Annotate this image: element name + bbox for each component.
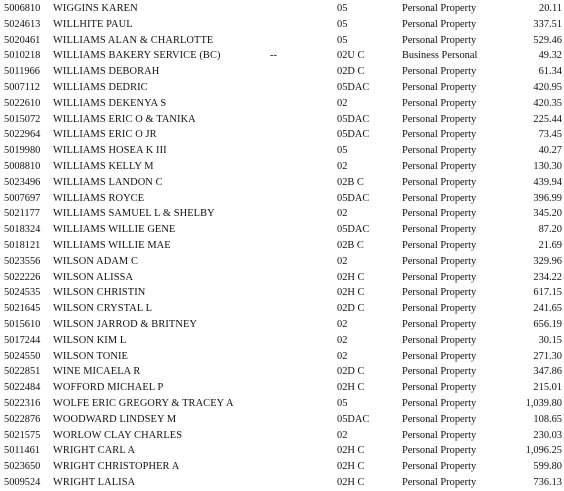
tax-amount: 420.35 [533,97,562,109]
owner-name: WILLIAMS ERIC O JR [53,129,157,141]
table-row [0,127,564,143]
tax-amount: 617.15 [533,287,562,299]
owner-name: WILSON JARROD & BRITNEY [53,318,198,330]
tax-amount: 21.69 [538,239,562,251]
table-row [0,175,564,191]
account-number: 5007697 [4,192,41,204]
table-row [0,443,564,459]
district-code: 05DAC [337,81,370,93]
owner-name: WILLIAMS HOSEA K III [53,145,167,157]
property-type: Personal Property [402,18,477,30]
district-code: 02 [337,255,348,267]
table-row [0,285,564,301]
property-type: Personal Property [402,129,477,141]
district-code: 02 [337,318,348,330]
tax-amount: 1,096.25 [525,445,562,457]
table-row [0,1,564,17]
table-row [0,333,564,349]
tax-amount: 656.19 [533,318,562,330]
tax-amount: 234.22 [533,271,562,283]
account-number: 5018324 [4,224,41,236]
property-type: Personal Property [402,271,477,283]
property-type: Personal Property [402,224,477,236]
tax-amount: 49.32 [538,50,562,62]
tax-listing [0,1,564,491]
tax-amount: 40.27 [538,145,562,157]
table-row [0,475,564,491]
owner-name: WRIGHT CHRISTOPHER A [53,461,180,473]
district-code: 02D C [337,66,365,78]
owner-name: WILLIAMS SAMUEL L & SHELBY [53,208,215,220]
district-code: 05 [337,145,348,157]
owner-name: WOLFE ERIC GREGORY & TRACEY A [53,397,234,409]
district-code: 05DAC [337,192,370,204]
owner-name: WORLOW CLAY CHARLES [53,429,183,441]
district-code: 02 [337,350,348,362]
district-code: 02H C [337,382,365,394]
district-code: 02 [337,334,348,346]
tax-amount: 225.44 [533,113,562,125]
account-number: 5015072 [4,113,41,125]
district-code: 02H C [337,461,365,473]
property-type: Personal Property [402,366,477,378]
tax-amount: 73.45 [538,129,562,141]
tax-amount: 130.30 [533,160,562,172]
owner-name: WILLIAMS ROYCE [53,192,145,204]
table-row [0,238,564,254]
tax-amount: 396.99 [533,192,562,204]
owner-name: WILSON CRYSTAL L [53,303,153,315]
table-row [0,349,564,365]
account-number: 5024535 [4,287,41,299]
account-number: 5006810 [4,3,41,14]
district-code: 02H C [337,287,365,299]
property-type: Personal Property [402,445,477,457]
tax-amount: 271.30 [533,350,562,362]
table-row [0,254,564,270]
tax-amount: 108.65 [533,413,562,425]
owner-name: WILLIAMS BAKERY SERVICE (BC) [53,50,221,62]
tax-amount: 61.34 [538,66,562,78]
owner-name: WOFFORD MICHAEL P [53,382,164,394]
account-number: 5007112 [4,81,40,93]
account-number: 5022316 [4,397,41,409]
account-number: 5022964 [4,129,41,141]
tax-amount: 329.96 [533,255,562,267]
table-row [0,222,564,238]
tax-amount: 241.65 [533,303,562,315]
district-code: 02D C [337,303,365,315]
table-row [0,159,564,175]
tax-amount: 345.20 [533,208,562,220]
owner-name: WILLIAMS ALAN & CHARLOTTE [53,34,214,46]
account-number: 5019980 [4,145,41,157]
district-code: 02H C [337,476,365,488]
property-type: Personal Property [402,192,477,204]
property-type: Personal Property [402,429,477,441]
owner-name: WILSON ALISSA [53,271,134,283]
district-code: 05 [337,18,348,30]
table-row [0,364,564,380]
table-row [0,459,564,475]
district-code: 05 [337,397,348,409]
tax-amount: 439.94 [533,176,562,188]
account-number: 5023650 [4,461,41,473]
table-row [0,80,564,96]
flag-mark: -- [270,50,277,62]
account-number: 5018121 [4,239,41,251]
table-row [0,380,564,396]
district-code: 02B C [337,239,364,251]
district-code: 02 [337,429,348,441]
district-code: 05DAC [337,129,370,141]
property-type: Personal Property [402,176,477,188]
district-code: 02 [337,160,348,172]
tax-amount: 599.80 [533,461,562,473]
district-code: 02H C [337,445,365,457]
owner-name: WRIGHT LALISA [53,476,136,488]
property-type: Personal Property [402,145,477,157]
table-row [0,396,564,412]
account-number: 5021575 [4,429,41,441]
owner-name: WILSON CHRISTIN [53,287,146,299]
owner-name: WILLIAMS LANDON C [53,176,163,188]
property-type: Personal Property [402,97,477,109]
table-row [0,96,564,112]
tax-amount: 347.86 [533,366,562,378]
property-type: Personal Property [402,34,477,46]
owner-name: WILLHITE PAUL [53,18,133,30]
account-number: 5022484 [4,382,41,394]
owner-name: WILSON TONIE [53,350,128,362]
account-number: 5023496 [4,176,41,188]
district-code: 05DAC [337,413,370,425]
table-row [0,143,564,159]
table-row [0,301,564,317]
tax-amount: 230.03 [533,429,562,441]
district-code: 02B C [337,176,364,188]
district-code: 02 [337,97,348,109]
property-type: Personal Property [402,397,477,409]
owner-name: WIGGINS KAREN [53,3,138,14]
account-number: 5017244 [4,334,41,346]
property-type: Personal Property [402,160,477,172]
property-type: Personal Property [402,208,477,220]
table-row [0,112,564,128]
property-type: Personal Property [402,350,477,362]
account-number: 5011966 [4,66,40,78]
table-row [0,64,564,80]
district-code: 02H C [337,271,365,283]
property-type: Personal Property [402,334,477,346]
account-number: 5008810 [4,160,41,172]
tax-amount: 736.13 [533,476,562,488]
account-number: 5011461 [4,445,40,457]
property-type: Personal Property [402,81,477,93]
property-type: Personal Property [402,303,477,315]
owner-name: WILLIAMS KELLY M [53,160,154,172]
property-type: Personal Property [402,318,477,330]
district-code: 02U C [337,50,365,62]
property-type: Personal Property [402,3,477,14]
table-row [0,412,564,428]
table-row [0,270,564,286]
tax-amount: 420.95 [533,81,562,93]
tax-amount: 1,039.80 [525,397,562,409]
property-type: Personal Property [402,461,477,473]
account-number: 5022851 [4,366,41,378]
account-number: 5022876 [4,413,41,425]
account-number: 5010218 [4,50,41,62]
owner-name: WILLIAMS ERIC O & TANIKA [53,113,196,125]
tax-amount: 87.20 [538,224,562,236]
account-number: 5022610 [4,97,41,109]
account-number: 5015610 [4,318,41,330]
owner-name: WILLIAMS DEKENYA S [53,97,167,109]
account-number: 5020461 [4,34,41,46]
property-type: Business Personal [402,50,478,62]
table-row [0,206,564,222]
district-code: 05DAC [337,224,370,236]
owner-name: WILLIAMS WILLIE GENE [53,224,176,236]
district-code: 05 [337,34,348,46]
account-number: 5009524 [4,476,41,488]
table-row [0,33,564,49]
owner-name: WILSON KIM L [53,334,127,346]
tax-amount: 20.11 [539,3,562,14]
owner-name: WRIGHT CARL A [53,445,136,457]
property-type: Personal Property [402,413,477,425]
district-code: 05DAC [337,113,370,125]
owner-name: WILLIAMS DEBORAH [53,66,160,78]
tax-amount: 215.01 [533,382,562,394]
table-row [0,191,564,207]
account-number: 5024613 [4,18,41,30]
table-row [0,428,564,444]
property-type: Personal Property [402,476,477,488]
property-type: Personal Property [402,255,477,267]
district-code: 02D C [337,366,365,378]
tax-amount: 529.46 [533,34,562,46]
property-type: Personal Property [402,287,477,299]
tax-amount: 30.15 [538,334,562,346]
table-row [0,17,564,33]
account-number: 5021177 [4,208,40,220]
account-number: 5022226 [4,271,41,283]
property-type: Personal Property [402,113,477,125]
owner-name: WINE MICAELA R [53,366,141,378]
account-number: 5024550 [4,350,41,362]
district-code: 05 [337,3,348,14]
table-row [0,317,564,333]
property-type: Personal Property [402,239,477,251]
table-row [0,48,564,64]
owner-name: WILLIAMS WILLIE MAE [53,239,171,251]
account-number: 5021645 [4,303,41,315]
property-type: Personal Property [402,382,477,394]
account-number: 5023556 [4,255,41,267]
property-type: Personal Property [402,66,477,78]
owner-name: WILLIAMS DEDRIC [53,81,148,93]
district-code: 02 [337,208,348,220]
owner-name: WILSON ADAM C [53,255,139,267]
tax-amount: 337.51 [533,18,562,30]
owner-name: WOODWARD LINDSEY M [53,413,177,425]
